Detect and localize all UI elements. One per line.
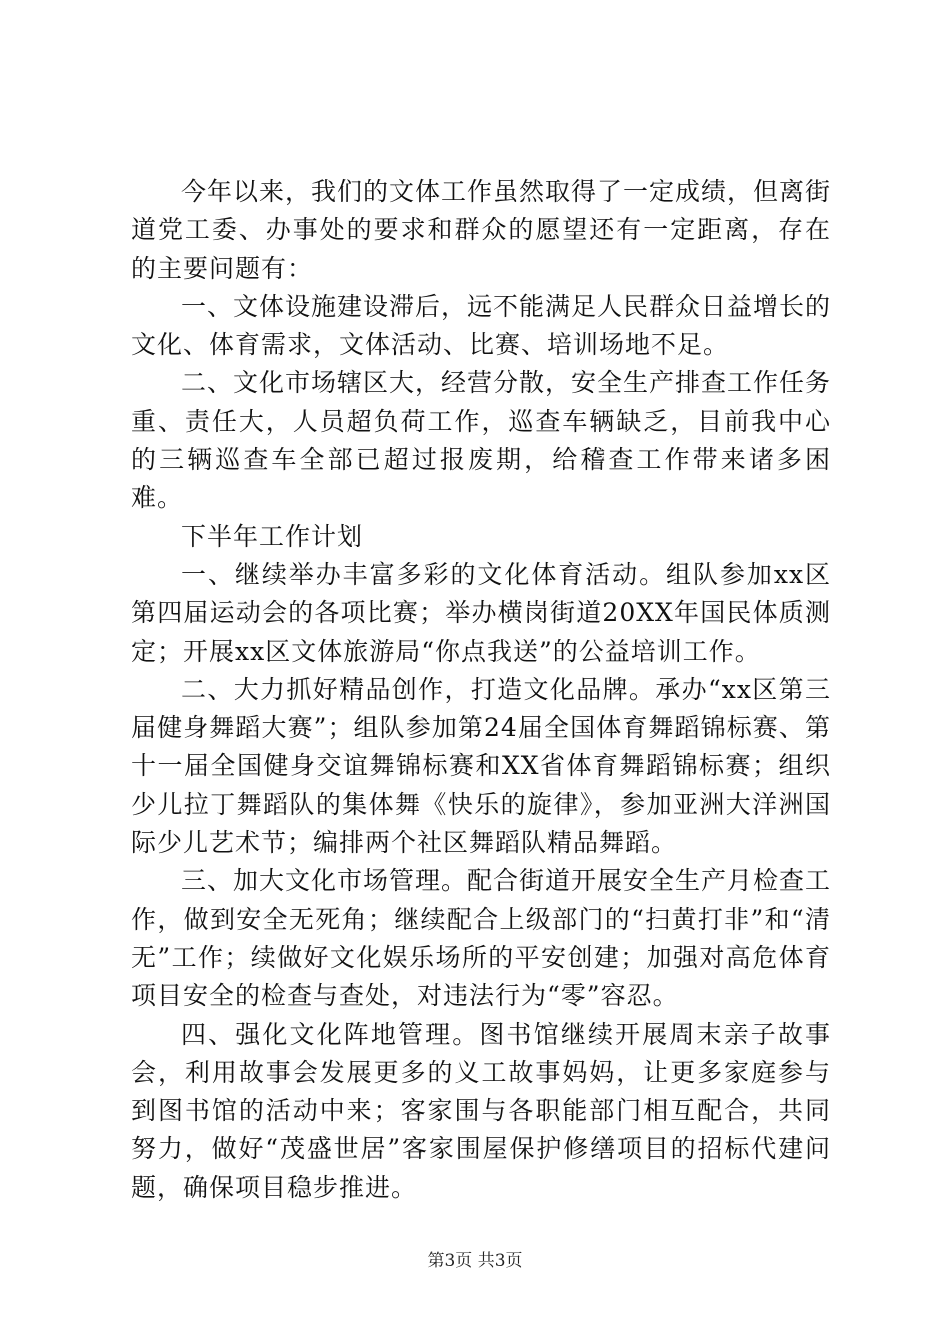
page-number-footer: 第3页 共3页 bbox=[427, 1251, 523, 1271]
paragraph-plan-2: 二、大力抓好精品创作，打造文化品牌。承办“xx区第三届健身舞蹈大赛”；组队参加第24届全国体育舞蹈锦标赛、第十一届全国健身交谊舞锦标赛和XX省体育舞蹈锦标赛；组织少儿拉丁舞蹈队的集体舞《快乐的旋律》，参加亚洲大洋洲国际少儿艺术节；编排两个社区舞蹈队精品舞蹈。 bbox=[131, 674, 831, 858]
paragraph-plan-3: 三、加大文化市场管理。配合街道开展安全生产月检查工作，做到安全无死角；继续配合上级部门的“扫黄打非”和“清无”工作；续做好文化娱乐场所的平安创建；加强对高危体育项目安全的检查与查处，对违法行为“零”容忍。 bbox=[131, 866, 832, 1011]
paragraph-plan-1: 一、继续举办丰富多彩的文化体育活动。组队参加xx区第四届运动会的各项比赛；举办横岗街道20XX年国民体质测定；开展xx区文体旅游局“你点我送”的公益培训工作。 bbox=[131, 559, 831, 666]
section-heading-plan: 下半年工作计划 bbox=[181, 521, 364, 551]
paragraph-problem-2: 二、文化市场辖区大，经营分散，安全生产排查工作任务重、责任大，人员超负荷工作，巡查车辆缺乏，目前我中心的三辆巡查车全部已超过报废期，给稽查工作带来诸多困难。 bbox=[131, 368, 832, 513]
paragraph-problems-intro: 今年以来，我们的文体工作虽然取得了一定成绩，但离街道党工委、办事处的要求和群众的愿望还有一定距离，存在的主要问题有： bbox=[131, 177, 832, 283]
document-body bbox=[131, 173, 831, 1207]
paragraph-problem-1: 一、文体设施建设滞后，远不能满足人民群众日益增长的文化、体育需求，文体活动、比赛、培训场地不足。 bbox=[131, 291, 832, 360]
paragraph-plan-4: 四、强化文化阵地管理。图书馆继续开展周末亲子故事会，利用故事会发展更多的义工故事妈妈，让更多家庭参与到图书馆的活动中来；客家围与各职能部门相互配合，共同努力，做好“茂盛世居”客家围屋保护修缮项目的招标代建问题，确保项目稳步推进。 bbox=[131, 1019, 831, 1202]
